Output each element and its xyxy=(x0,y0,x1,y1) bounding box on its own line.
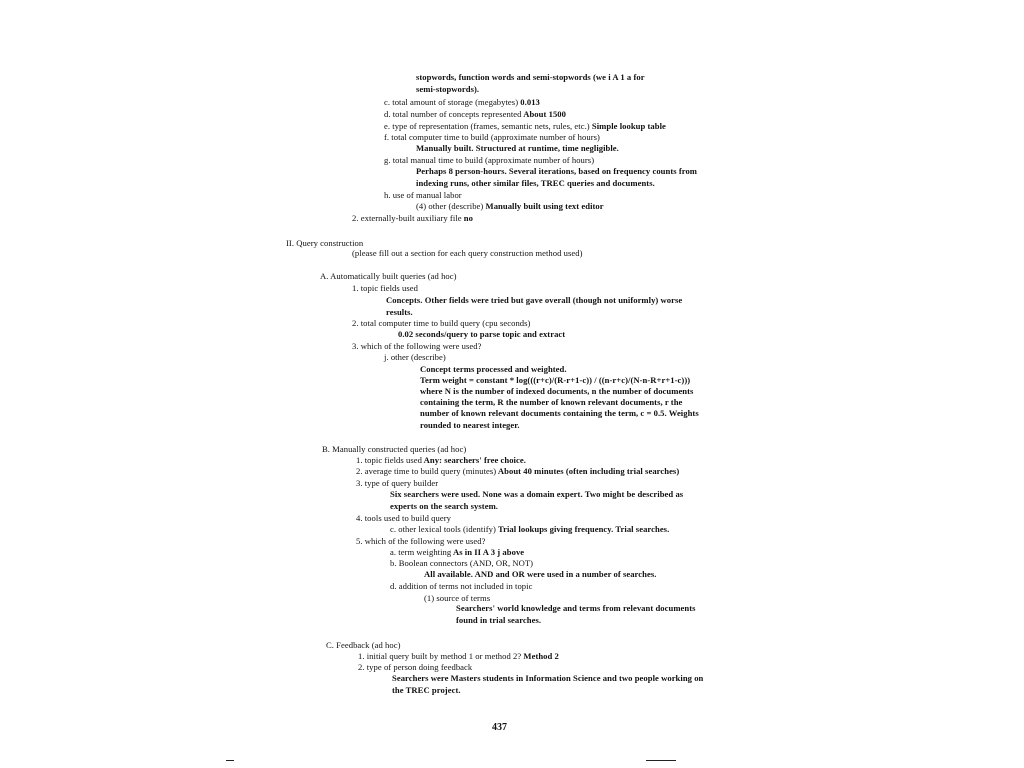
text-line: d. addition of terms not included in topic xyxy=(390,581,533,591)
text-line: All available. AND and OR were used in a number of searches. xyxy=(424,569,657,579)
text-line: the TREC project. xyxy=(392,685,461,695)
text-line: c. total amount of storage (megabytes) 0.013 xyxy=(384,97,540,107)
text-line: stopwords, function words and semi-stopwords (we i A 1 a for xyxy=(416,72,645,82)
text-line: f. total computer time to build (approximate number of hours) xyxy=(384,132,600,142)
text-line: b. Boolean connectors (AND, OR, NOT) xyxy=(390,558,534,568)
text-line: experts on the search system. xyxy=(390,501,498,511)
text-line: 1. topic fields used xyxy=(352,283,418,293)
text-line: j. other (describe) xyxy=(384,352,446,362)
text-line: (please fill out a section for each query construction method used) xyxy=(352,248,583,258)
text-line: containing the term, R the number of known relevant documents, r the xyxy=(420,397,683,407)
text-line: 0.02 seconds/query to parse topic and extract xyxy=(398,329,566,339)
text-line: d. total number of concepts represented About 1500 xyxy=(384,109,566,119)
subsection-heading: C. Feedback (ad hoc) xyxy=(326,640,401,650)
subsection-heading: B. Manually constructed queries (ad hoc) xyxy=(322,444,467,454)
text-line: where N is the number of indexed documents, n the number of documents xyxy=(420,386,694,396)
text-line: 4. tools used to build query xyxy=(356,513,451,523)
text-line: Searchers' world knowledge and terms from relevant documents xyxy=(456,603,696,613)
text-line: results. xyxy=(386,307,413,317)
text-line: c. other lexical tools (identify) Trial lookups giving frequency. Trial searches. xyxy=(390,524,670,534)
text-line: indexing runs, other similar files, TREC queries and documents. xyxy=(416,178,655,188)
text-line: Manually built. Structured at runtime, time negligible. xyxy=(416,143,619,153)
text-line: rounded to nearest integer. xyxy=(420,420,520,430)
text-line: 3. type of query builder xyxy=(356,478,439,488)
subsection-heading: A. Automatically built queries (ad hoc) xyxy=(320,271,457,281)
text-line: (1) source of terms xyxy=(424,593,491,603)
text-line: Term weight = constant * log(((r+c)/(R-r+1-c)) / ((n-r+c)/(N-n-R+r+1-c))) xyxy=(420,375,691,385)
section-heading: II. Query construction xyxy=(286,238,364,248)
text-line: Concepts. Other fields were tried but gave overall (though not uniformly) worse xyxy=(386,295,683,305)
text-line: Concept terms processed and weighted. xyxy=(420,364,567,374)
text-line: 3. which of the following were used? xyxy=(352,341,482,351)
text-line: 1. topic fields used Any: searchers' free choice. xyxy=(356,455,526,465)
text-line: a. term weighting As in II A 3 j above xyxy=(390,547,525,557)
page-number: 437 xyxy=(492,722,507,733)
text-line: 2. type of person doing feedback xyxy=(358,662,473,672)
text-line: Six searchers were used. None was a domain expert. Two might be described as xyxy=(390,489,684,499)
text-line: 2. average time to build query (minutes) About 40 minutes (often including trial searches) xyxy=(356,466,680,476)
text-line: number of known relevant documents containing the term, c = 0.5. Weights xyxy=(420,408,699,418)
text-line: semi-stopwords). xyxy=(416,84,480,94)
text-line: 2. total computer time to build query (cpu seconds) xyxy=(352,318,531,328)
text-line: (4) other (describe) Manually built using text editor xyxy=(416,201,604,211)
text-line: h. use of manual labor xyxy=(384,190,462,200)
text-line: 5. which of the following were used? xyxy=(356,536,486,546)
text-line: found in trial searches. xyxy=(456,615,542,625)
text-line: 1. initial query built by method 1 or method 2? Method 2 xyxy=(358,651,559,661)
scan-mark xyxy=(646,760,676,761)
text-line: 2. externally-built auxiliary file no xyxy=(352,213,473,223)
text-line: g. total manual time to build (approximate number of hours) xyxy=(384,155,595,165)
text-line: Perhaps 8 person-hours. Several iterations, based on frequency counts from xyxy=(416,166,698,176)
scan-mark xyxy=(226,760,234,761)
text-line: e. type of representation (frames, semantic nets, rules, etc.) Simple lookup table xyxy=(384,121,666,131)
text-line: Searchers were Masters students in Information Science and two people working on xyxy=(392,673,704,683)
